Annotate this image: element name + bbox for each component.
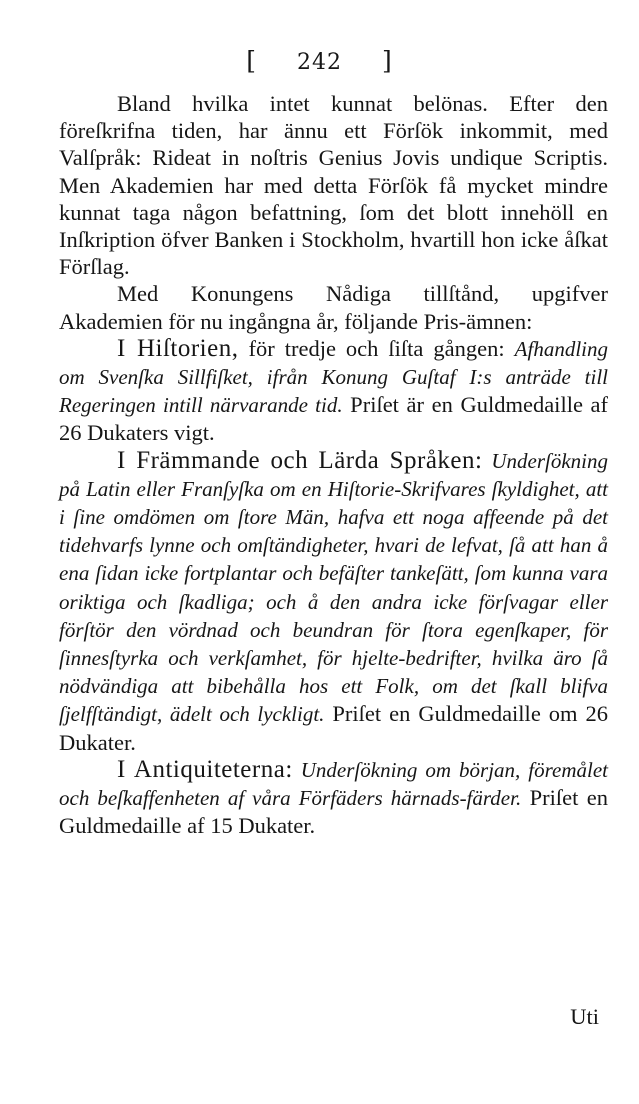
bracket-right: ] [382, 46, 393, 75]
history-prize: Priſet är en Guldmedaille af 26 Dukaters vigt. [59, 392, 609, 446]
paragraph-1: Bland hvilka intet kunnat belönas. Efter den föreſkrifna tiden, har ännu ett Förſök inkommit, med Valſpråk: Rideat in noſtris Genius Jovis undique Scriptis. Men Akademien har med detta Förſök få mycket mindre kunnat taga någon befattning, ſom det blott innehöll en Inſkription öfver Banken i Stockholm, hvartill hon icke åſkat Förſlag. [59, 91, 608, 280]
antiquities-prize: Priſet en Guldmedaille af 15 Dukater. [59, 785, 609, 839]
subject-antiquities: I Antiquiteterna: [117, 755, 293, 783]
paragraph-2: Med Konungens Nådiga tillſtånd, upgifver Akademien för nu ingångna år, följande Pris-ämnen: [59, 281, 608, 334]
catchword: Uti [570, 1004, 599, 1029]
paragraph-history [59, 335, 608, 447]
page-header [0, 46, 639, 75]
paragraph-languages [59, 447, 608, 756]
languages-prize: Priſet en Guldmedaille om 26 Dukater. [59, 701, 609, 755]
subject-languages: I Främmande och Lärda Språken: [117, 446, 483, 474]
page-number: 242 [297, 50, 342, 75]
languages-topic: Underſökning på Latin eller Franſyſka om en Hiſtorie-Skrifvares ſkyldighet, att i ſine omdömen om ſtore Män, hafva ett noga affeende på det tidehvarfs lynne och omſtändigheter, hvari de lefvat, ſå att han å ena ſidan icke fortplantar och befäſter tankeſätt, ſom kunna vara oriktiga och ſkadliga; och å den andra icke förſvagar eller förſtör den vördnad och beundran för ſtora egenſkaper, för ſinnesſtyrka och verkſamhet, för hjelte-bedrifter, hvilka äro ſå nödvändiga att bibehålla hos ett Folk, om det ſkall blifva ſjelfſtändigt, ädelt och lyckligt. [59, 448, 608, 727]
history-topic: Afhandling om Svenſka Sillfiſket, ifrån Konung Guſtaf I:s anträde till Regeringen intill närvarande tid. [59, 336, 608, 418]
subject-history: I Hiſtorien, [117, 334, 239, 362]
history-lead: för tredje och ſiſta gången: [238, 335, 515, 361]
paragraph-antiquities [59, 756, 608, 840]
page-body [59, 90, 608, 839]
bracket-left: [ [246, 46, 257, 75]
antiquities-topic: Underſökning om början, föremålet och beſkaffenheten af våra Förfäders härnads-färder. [59, 757, 608, 811]
